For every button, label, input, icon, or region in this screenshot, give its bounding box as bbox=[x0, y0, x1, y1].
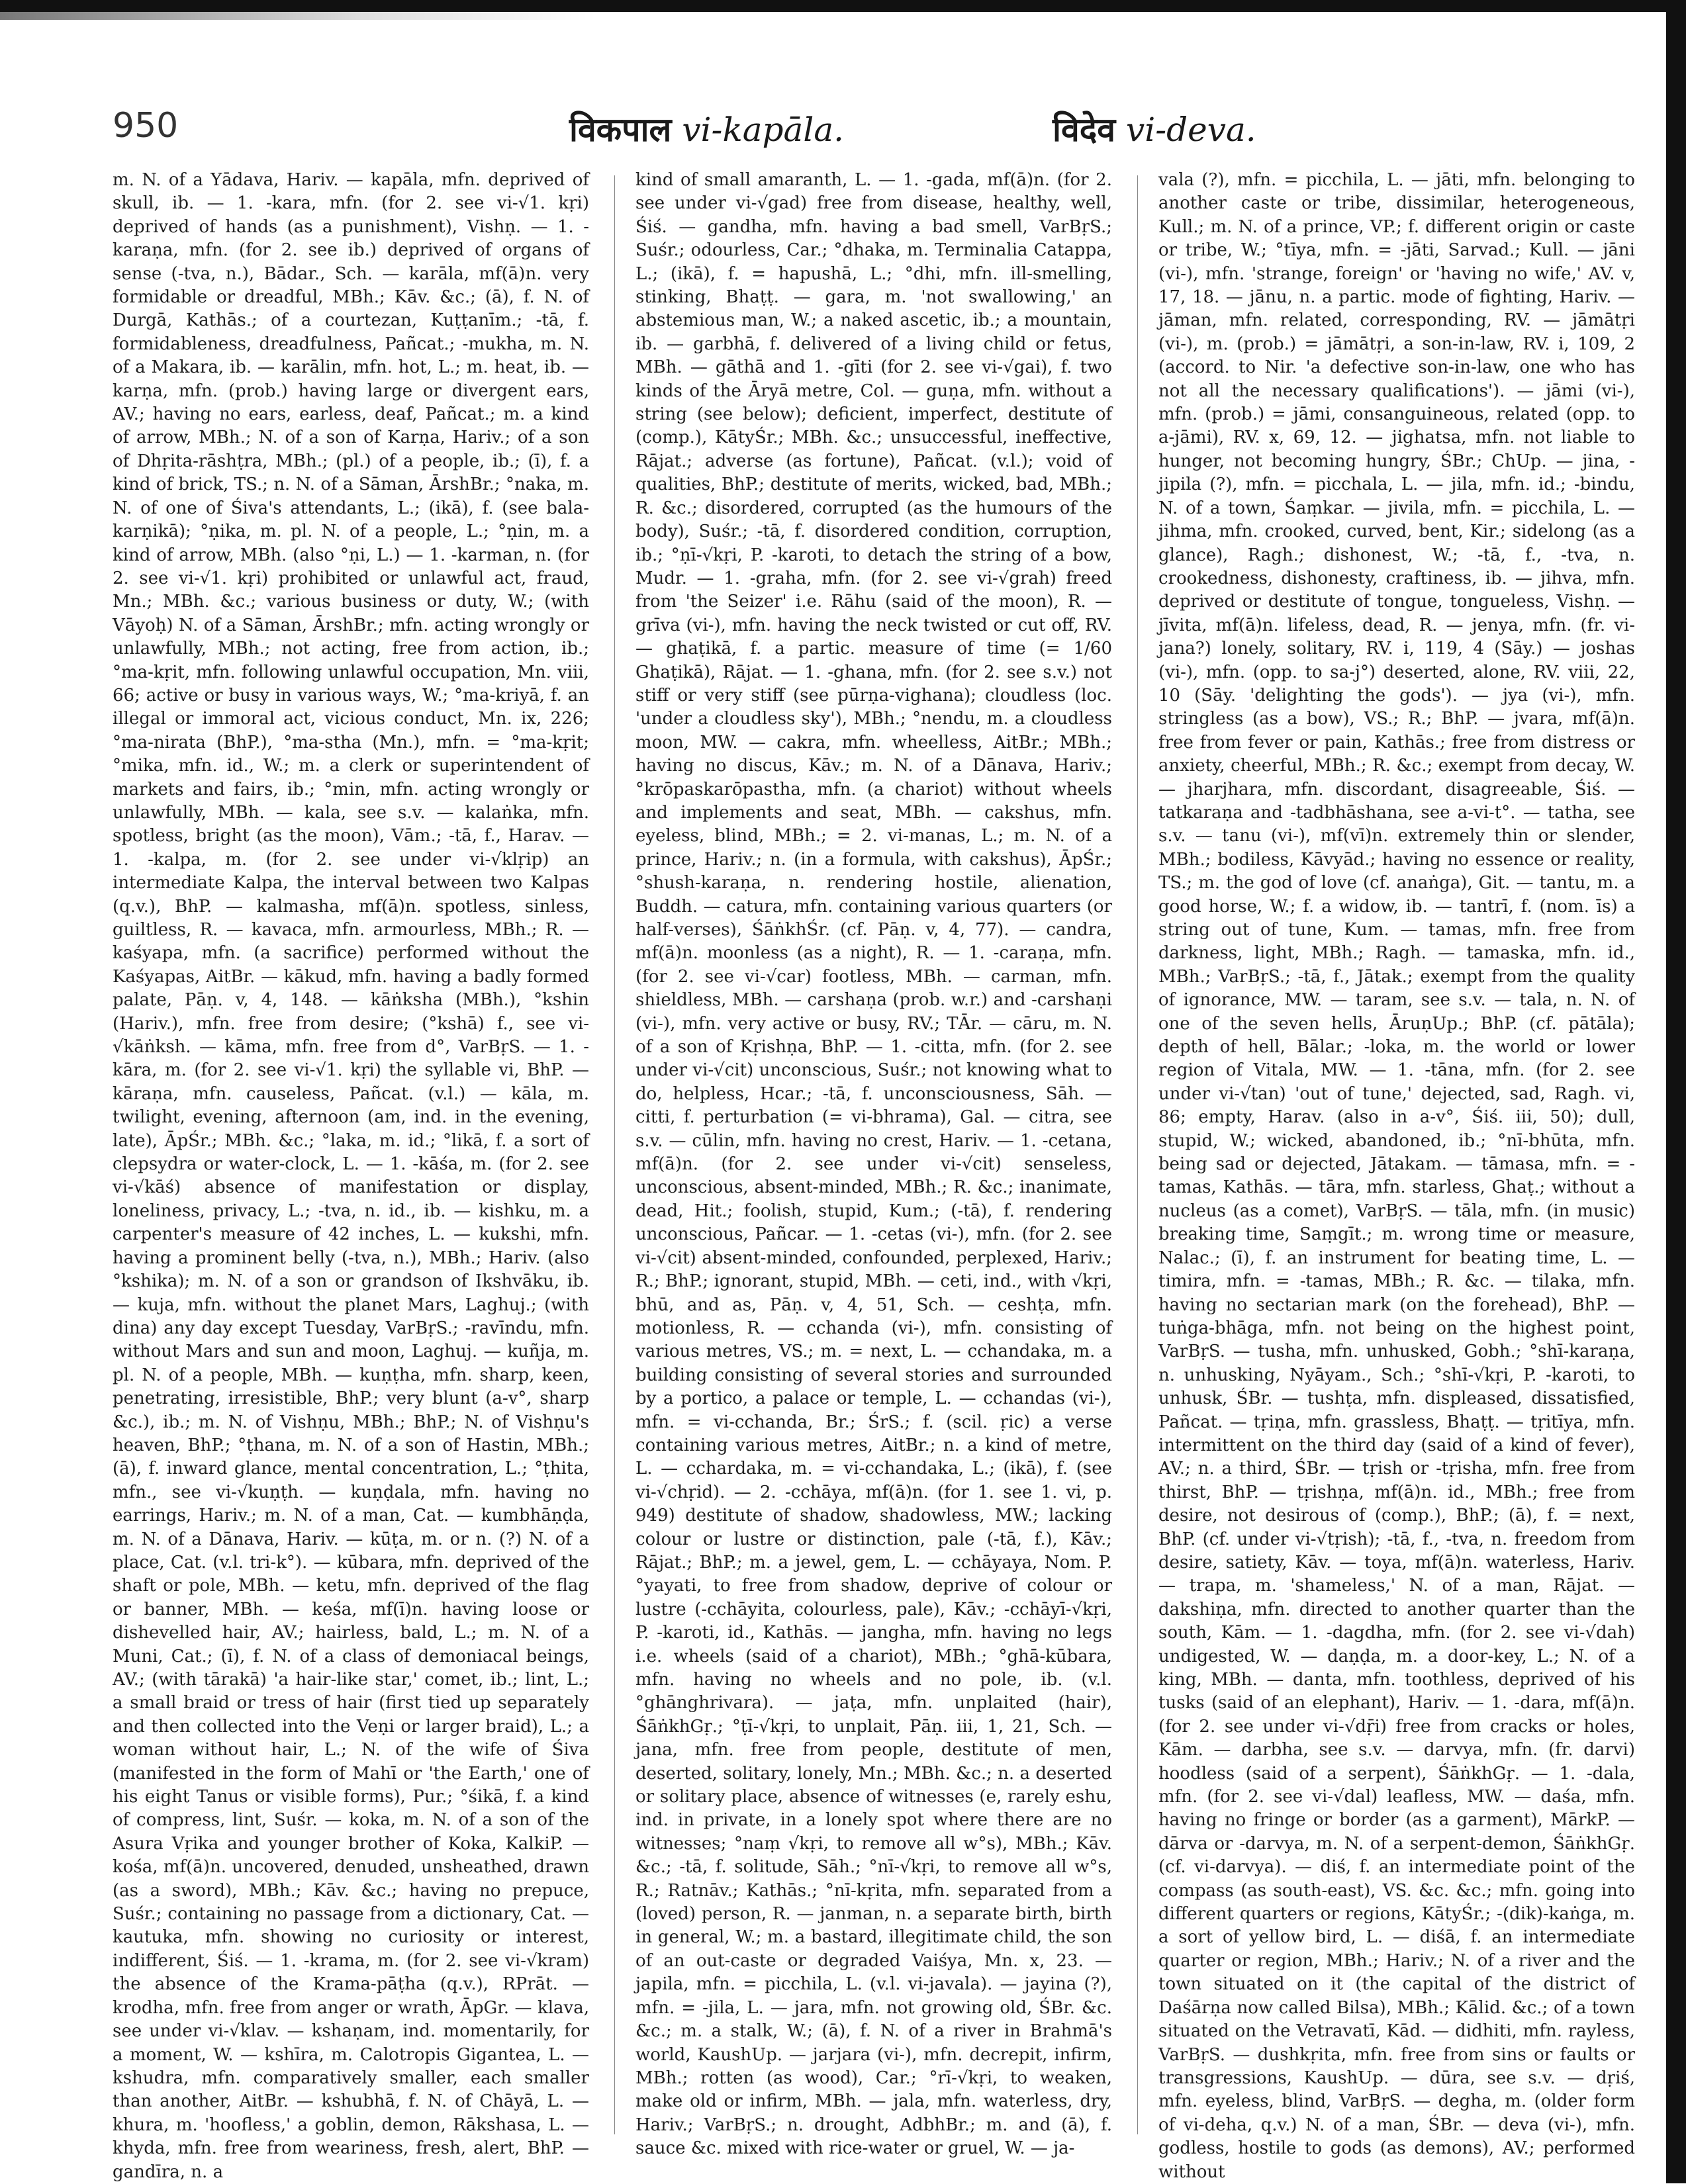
left-headword-devanagari: विकपाल bbox=[569, 110, 672, 149]
right-running-head bbox=[1053, 106, 1256, 151]
dictionary-column-3: vala (?), mfn. = picchila, L. — jāti, mfn. belonging to another caste or tribe, dissimilar, heterogeneous, Kull.; m. N. of a prince, VP.; f. different origin or caste or tribe, W.; °tīya, mfn. = -jāti, Sarvad.; Kull. — jāni (vi-), mfn. 'strange, foreign' or 'having no wife,' AV. v, 17, 18. — jānu, n. a partic. mode of fighting, Hariv. — jāman, mfn. related, corresponding, RV. — jāmātṛi (vi-), m. (prob.) = jāmātṛi, a son-in-law, RV. i, 109, 2 (accord. to Nir. 'a defective son-in-law, one who has not all the necessary qualifications'). — jāmi (vi-), mfn. (prob.) = jāmi, consanguineous, related (opp. to a-jāmi), RV. x, 69, 12. — jighatsa, mfn. not liable to hunger, not becoming hungry, ŚBr.; ChUp. — jina, -jipila (?), mfn. = picchala, L. — jila, mfn. id.; -bindu, N. of a town, Śaṃkar. — jivila, mfn. = picchila, L. — jihma, mfn. crooked, curved, bent, Kir.; sidelong (as a glance), Ragh.; dishonest, W.; -tā, f., -tva, n. crookedness, dishonesty, craftiness, ib. — jihva, mfn. deprived or destitute of tongue, tongueless, Vishṇ. — jīvita, mf(ā)n. lifeless, dead, R. — jenya, mfn. (fr. vi-jana?) lonely, solitary, RV. i, 119, 4 (Sāy.) — joshas (vi-), mfn. (opp. to sa-j°) deserted, alone, RV. viii, 22, 10 (Sāy. 'delighting the gods'). — jya (vi-), mfn. stringless (as a bow), VS.; R.; BhP. — jvara, mf(ā)n. free from fever or pain, Kathās.; free from distress or anxiety, cheerful, MBh.; R. &c.; exempt from decay, W. — jharjhara, mfn. discordant, disagreeable, Śiś. — tatkaraṇa and -tadbhāshana, see a-vi-t°. — tatha, see s.v. — tanu (vi-), mf(vī)n. extremely thin or slender, MBh.; bodiless, Kāvyād.; having no essence or reality, TS.; m. the god of love (cf. anaṅga), Git. — tantu, m. a good horse, W.; f. a widow, ib. — tantrī, f. (nom. īs) a string out of tune, Kum. — tamas, mfn. free from darkness, light, MBh.; Ragh. — tamaska, mfn. id., MBh.; VarBṛS.; -tā, f., Jātak.; exempt from the quality of ignorance, MW. — taram, see s.v. — tala, n. N. of one of the seven hells, ĀruṇUp.; BhP. (cf. pātāla); depth of hell, Bālar.; -loka, m. the world or lower region of Vitala, MW. — 1. -tāna, mfn. (for 2. see under vi-√tan) 'out of tune,' dejected, sad, Ragh. vi, 86; empty, Harav. (also in a-v°, Śiś. iii, 50); dull, stupid, W.; wicked, abandoned, ib.; °nī-bhūta, mfn. being sad or dejected, Jātakam. — tāmasa, mfn. = -tamas, Kathās. — tāra, mfn. starless, Ghaṭ.; without a nucleus (as a comet), VarBṛS. — tāla, mfn. (in music) breaking time, Saṃgīt.; m. wrong time or measure, Nalac.; (ī), f. an instrument for beating time, L. — timira, mfn. = -tamas, MBh.; R. &c. — tilaka, mfn. having no sectarian mark (on the forehead), BhP. — tuṅga-bhāga, mfn. not being on the highest point, VarBṛS. — tusha, mfn. unhusked, Gobh.; °shī-karaṇa, n. unhusking, Nyāyam., Sch.; °shī-√kṛi, P. -karoti, to unhusk, ŚBr. — tushṭa, mfn. displeased, dissatisfied, Pañcat. — tṛiṇa, mfn. grassless, Bhaṭṭ. — tṛitīya, mfn. intermittent on the third day (said of a kind of fever), AV.; n. a third, ŚBr. — tṛish or -tṛisha, mfn. free from thirst, BhP. — tṛishṇa, mf(ā)n. id., MBh.; free from desire, not desirous of (comp.), BhP.; (ā), f. = next, BhP. (cf. under vi-√tṛish); -tā, f., -tva, n. freedom from desire, satiety, Kāv. — toya, mf(ā)n. waterless, Hariv. — trapa, m. 'shameless,' N. of a man, Rājat. — dakshiṇa, mfn. directed to another quarter than the south, Kām. — 1. -dagdha, mfn. (for 2. see vi-√dah) undigested, W. — daṇḍa, m. a door-key, L.; N. of a king, MBh. — danta, mfn. toothless, deprived of his tusks (said of an elephant), Hariv. — 1. -dara, mf(ā)n. (for 2. see under vi-√dṝi) free from cracks or holes, Kām. — darbha, see s.v. — darvya, mfn. (fr. darvi) hoodless (said of a serpent), ŚāṅkhGṛ. — 1. -dala, mfn. (for 2. see vi-√dal) leafless, MW. — daśa, mfn. having no fringe or border (as a garment), MārkP. — dārva or -darvya, m. N. of a serpent-demon, ŚāṅkhGṛ. (cf. vi-darvya). — diś, f. an intermediate point of the compass (as south-east), VS. &c. &c.; mfn. going into different quarters or regions, KātyŚr.; -(dik)-kaṅga, m. a sort of yellow bird, L. — diśā, f. an intermediate quarter or region, MBh.; Hariv.; N. of a river and the town situated on it (the capital of the district of Daśārṇa now called Bilsa), MBh.; Kālid. &c.; of a town situated on the Vetravatī, Kād. — didhiti, mfn. rayless, VarBṛS. — dushkṛita, mfn. free from sins or faults or transgressions, KaushUp. — dūra, see s.v. — dṛiś, mfn. eyeless, blind, VarBṛS. — degha, m. (older form of vi-deha, q.v.) N. of a man, ŚBr. — deva (vi-), mfn. godless, hostile to gods (as demons), AV.; performed without bbox=[1158, 170, 1635, 2182]
dictionary-column-2: kind of small amaranth, L. — 1. -gada, mf(ā)n. (for 2. see under vi-√gad) free from disease, healthy, well, Śiś. — gandha, mfn. having a bad smell, VarBṛS.; Suśr.; odourless, Car.; °dhaka, m. Terminalia Catappa, L.; (ikā), f. = hapushā, L.; °dhi, mfn. ill-smelling, stinking, Bhaṭṭ. — gara, m. 'not swallowing,' an abstemious man, W.; a naked ascetic, ib.; a mountain, ib. — garbhā, f. delivered of a living child or fetus, MBh. — gāthā and 1. -gīti (for 2. see vi-√gai), f. two kinds of the Āryā metre, Col. — guṇa, mfn. without a string (see below); deficient, imperfect, destitute of (comp.), KātyŚr.; MBh. &c.; unsuccessful, ineffective, Rājat.; adverse (as fortune), Pañcat. (v.l.); void of qualities, BhP.; destitute of merits, wicked, bad, MBh.; R. &c.; disordered, corrupted (as the humours of the body), Suśr.; -tā, f. disordered condition, corruption, ib.; °ṇī-√kṛi, P. -karoti, to detach the string of a bow, Mudr. — 1. -graha, mfn. (for 2. see vi-√grah) freed from 'the Seizer' i.e. Rāhu (said of the moon), R. — grīva (vi-), mfn. having the neck twisted or cut off, RV. — ghaṭikā, f. a partic. measure of time (= 1/60 Ghaṭikā), Rājat. — 1. -ghana, mfn. (for 2. see s.v.) not stiff or very stiff (see pūrṇa-vighana); cloudless (loc. 'under a cloudless sky'), MBh.; °nendu, m. a cloudless moon, MW. — cakra, mfn. wheelless, AitBr.; MBh.; having no discus, Kāv.; m. N. of a Dānava, Hariv.; °krōpaskarōpastha, mfn. (a chariot) without wheels and implements and seat, MBh. — cakshus, mfn. eyeless, blind, MBh.; = 2. vi-manas, L.; m. N. of a prince, Hariv.; n. (in a formula, with cakshus), ĀpŚr.; °shush-karaṇa, n. rendering hostile, alienation, Buddh. — catura, mfn. containing various quarters (or half-verses), ŚāṅkhŚr. (cf. Pāṇ. v, 4, 77). — candra, mf(ā)n. moonless (as a night), R. — 1. -caraṇa, mfn. (for 2. see vi-√car) footless, MBh. — carman, mfn. shieldless, MBh. — carshaṇa (prob. w.r.) and -carshaṇi (vi-), mfn. very active or busy, RV.; TĀr. — cāru, m. N. of a son of Kṛishṇa, BhP. — 1. -citta, mfn. (for 2. see under vi-√cit) unconscious, Suśr.; not knowing what to do, helpless, Hcar.; -tā, f. unconsciousness, Sāh. — citti, f. perturbation (= vi-bhrama), Gal. — citra, see s.v. — cūlin, mfn. having no crest, Hariv. — 1. -cetana, mf(ā)n. (for 2. see under vi-√cit) senseless, unconscious, absent-minded, MBh.; R. &c.; inanimate, dead, Hit.; foolish, stupid, Kum.; (-tā), f. rendering unconscious, Pañcar. — 1. -cetas (vi-), mfn. (for 2. see vi-√cit) absent-minded, confounded, perplexed, Hariv.; R.; BhP.; ignorant, stupid, MBh. — ceti, ind., with √kṛi, bhū, and as, Pāṇ. v, 4, 51, Sch. — ceshṭa, mfn. motionless, R. — cchanda (vi-), mfn. consisting of various metres, VS.; m. = next, L. — cchandaka, m. a building consisting of several stories and surrounded by a portico, a palace or temple, L. — cchandas (vi-), mfn. = vi-cchanda, Br.; ŚrS.; f. (scil. ṛic) a verse containing various metres, AitBr.; n. a kind of metre, L. — cchardaka, m. = vi-cchandaka, L.; (ikā), f. (see vi-√chṛid). — 2. -cchāya, mf(ā)n. (for 1. see 1. vi, p. 949) destitute of shadow, shadowless, MW.; lacking colour or lustre or distinction, pale (-tā, f.), Kāv.; Rājat.; BhP.; m. a jewel, gem, L. — cchāyaya, Nom. P. °yayati, to free from shadow, deprive of colour or lustre (-cchāyita, colourless, pale), Kāv.; -cchāyī-√kṛi, P. -karoti, id., Kathās. — jangha, mfn. having no legs i.e. wheels (said of a chariot), MBh.; °ghā-kūbara, mfn. having no wheels and no pole, ib. (v.l. °ghānghrivara). — jaṭa, mfn. unplaited (hair), ŚāṅkhGṛ.; °ṭī-√kṛi, to unplait, Pāṇ. iii, 1, 21, Sch. — jana, mfn. free from people, destitute of men, deserted, solitary, lonely, Mn.; MBh. &c.; n. a deserted or solitary place, absence of witnesses (e, rarely eshu, ind. in private, in a lonely spot where there are no witnesses; °naṃ √kṛi, to remove all w°s), MBh.; Kāv. &c.; -tā, f. solitude, Sāh.; °nī-√kṛi, to remove all w°s, R.; Ratnāv.; Kathās.; °nī-kṛita, mfn. separated from a (loved) person, R. — janman, n. a separate birth, birth in general, W.; m. a bastard, illegitimate child, the son of an out-caste or degraded Vaiśya, Mn. x, 23. — japila, mfn. = picchila, L. (v.l. vi-javala). — jayina (?), mfn. = -jila, L. — jara, mfn. not growing old, ŚBr. &c. &c.; m. a stalk, W.; (ā), f. N. of a river in Brahmā's world, KaushUp. — jarjara (vi-), mfn. decrepit, infirm, MBh.; rotten (as wood), Car.; °rī-√kṛi, to weaken, make old or infirm, MBh. — jala, mfn. waterless, dry, Hariv.; VarBṛS.; n. drought, AdbhBr.; m. and (ā), f. sauce &c. mixed with rice-water or gruel, W. — ja- bbox=[635, 170, 1112, 2159]
scan-shadow bbox=[0, 12, 596, 20]
column-divider bbox=[614, 175, 615, 2134]
right-headword-latin: vi-deva. bbox=[1126, 111, 1256, 149]
right-headword-devanagari: विदेव bbox=[1053, 110, 1116, 149]
dictionary-columns bbox=[113, 169, 1635, 2182]
page-number: 950 bbox=[113, 106, 179, 146]
left-headword-latin: vi-kapāla. bbox=[682, 111, 845, 149]
dictionary-column-1: m. N. of a Yādava, Hariv. — kapāla, mfn. deprived of skull, ib. — 1. -kara, mfn. (for 2. see vi-√1. kṛi) deprived of hands (as a punishment), Vishṇ. — 1. -karaṇa, mfn. (for 2. see ib.) deprived of organs of sense (-tva, n.), Bādar., Sch. — karāla, mf(ā)n. very formidable or dreadful, MBh.; Kāv. &c.; (ā), f. N. of Durgā, Kathās.; of a courtezan, Kuṭṭanīm.; -tā, f. formidableness, dreadfulness, Pañcat.; -mukha, m. N. of a Makara, ib. — karālin, mfn. hot, L.; m. heat, ib. — karṇa, mfn. (prob.) having large or divergent ears, AV.; having no ears, earless, deaf, Pañcat.; m. a kind of arrow, MBh.; N. of a son of Karṇa, Hariv.; of a son of Dhṛita-rāshṭra, MBh.; (pl.) of a people, ib.; (ī), f. a kind of brick, TS.; n. N. of a Sāman, ĀrshBr.; °naka, m. N. of one of Śiva's attendants, L.; (ikā), f. (see bala-karṇikā); °ṇika, m. pl. N. of a people, L.; °ṇin, m. a kind of arrow, MBh. (also °ṇi, L.) — 1. -karman, n. (for 2. see vi-√1. kṛi) prohibited or unlawful act, fraud, Mn.; MBh. &c.; various business or duty, W.; (with Vāyoḥ) N. of a Sāman, ĀrshBr.; mfn. acting wrongly or unlawfully, MBh.; not acting, free from action, ib.; °ma-kṛit, mfn. following unlawful occupation, Mn. viii, 66; active or busy in various ways, W.; °ma-kriyā, f. an illegal or immoral act, vicious conduct, Mn. ix, 226; °ma-nirata (BhP.), °ma-stha (Mn.), mfn. = °ma-kṛit; °mika, mfn. id., W.; m. a clerk or superintendent of markets and fairs, ib.; °min, mfn. acting wrongly or unlawfully, MBh. — kala, see s.v. — kalaṅka, mfn. spotless, bright (as the moon), Vām.; -tā, f., Harav. — 1. -kalpa, m. (for 2. see under vi-√klṛip) an intermediate Kalpa, the interval between two Kalpas (q.v.), BhP. — kalmasha, mf(ā)n. spotless, sinless, guiltless, R. — kavaca, mfn. armourless, MBh.; R. — kaśyapa, mfn. (a sacrifice) performed without the Kaśyapas, AitBr. — kākud, mfn. having a badly formed palate, Pāṇ. v, 4, 148. — kāṅksha (MBh.), °kshin (Hariv.), mfn. free from desire; (°kshā) f., see vi-√kāṅksh. — kāma, mfn. free from d°, VarBṛS. — 1. -kāra, m. (for 2. see vi-√1. kṛi) the syllable vi, BhP. — kāraṇa, mfn. causeless, Pañcat. (v.l.) — kāla, m. twilight, evening, afternoon (am, ind. in the evening, late), ĀpŚr.; MBh. &c.; °laka, m. id.; °likā, f. a sort of clepsydra or water-clock, L. — 1. -kāśa, m. (for 2. see vi-√kāś) absence of manifestation or display, loneliness, privacy, L.; -tva, n. id., ib. — kishku, m. a carpenter's measure of 42 inches, L. — kukshi, mfn. having a prominent belly (-tva, n.), MBh.; Hariv. (also °kshika); m. N. of a son or grandson of Ikshvāku, ib. — kuja, mfn. without the planet Mars, Laghuj.; (with dina) any day except Tuesday, VarBṛS.; -ravīndu, mfn. without Mars and sun and moon, Laghuj. — kuñja, m. pl. N. of a people, MBh. — kuṇṭha, mfn. sharp, keen, penetrating, irresistible, BhP.; very blunt (a-v°, sharp &c.), ib.; m. N. of Vishṇu, MBh.; BhP.; N. of Vishṇu's heaven, BhP.; °ṭhana, m. N. of a son of Hastin, MBh.; (ā), f. inward glance, mental concentration, L.; °ṭhita, mfn., see vi-√kuṇṭh. — kuṇḍala, mfn. having no earrings, Hariv.; m. N. of a man, Cat. — kumbhāṇḍa, m. N. of a Dānava, Hariv. — kūṭa, m. or n. (?) N. of a place, Cat. (v.l. tri-k°). — kūbara, mfn. deprived of the shaft or pole, MBh. — ketu, mfn. deprived of the flag or banner, MBh. — keśa, mf(ī)n. having loose or dishevelled hair, AV.; hairless, bald, L.; m. N. of a Muni, Cat.; (ī), f. N. of a class of demoniacal beings, AV.; (with tārakā) 'a hair-like star,' comet, ib.; lint, L.; a small braid or tress of hair (first tied up separately and then collected into the Veṇi or larger braid), L.; a woman without hair, L.; N. of the wife of Śiva (manifested in the form of Mahī or 'the Earth,' one of his eight Tanus or visible forms), Pur.; °śikā, f. a kind of compress, lint, Suśr. — koka, m. N. of a son of the Asura Vṛika and younger brother of Koka, KalkiP. — kośa, mf(ā)n. uncovered, denuded, unsheathed, drawn (as a sword), MBh.; Kāv. &c.; having no prepuce, Suśr.; containing no passage from a dictionary, Cat. — kautuka, mfn. showing no curiosity or interest, indifferent, Śiś. — 1. -krama, m. (for 2. see vi-√kram) the absence of the Krama-pāṭha (q.v.), RPrāt. — krodha, mfn. free from anger or wrath, ĀpGr. — klava, see under vi-√klav. — kshaṇam, ind. momentarily, for a moment, W. — kshīra, m. Calotropis Gigantea, L. — kshudra, mfn. comparatively smaller, each smaller than another, AitBr. — kshubhā, f. N. of Chāyā, L. — khura, m. 'hoofless,' a goblin, demon, Rākshasa, L. — khyda, mfn. free from weariness, fresh, alert, BhP. — gandīra, n. a bbox=[113, 170, 589, 2182]
left-running-head bbox=[569, 106, 844, 151]
scan-top-edge bbox=[0, 0, 1686, 12]
scan-right-edge bbox=[1666, 0, 1686, 2183]
column-divider bbox=[1137, 175, 1138, 2134]
page-header bbox=[113, 106, 1635, 165]
